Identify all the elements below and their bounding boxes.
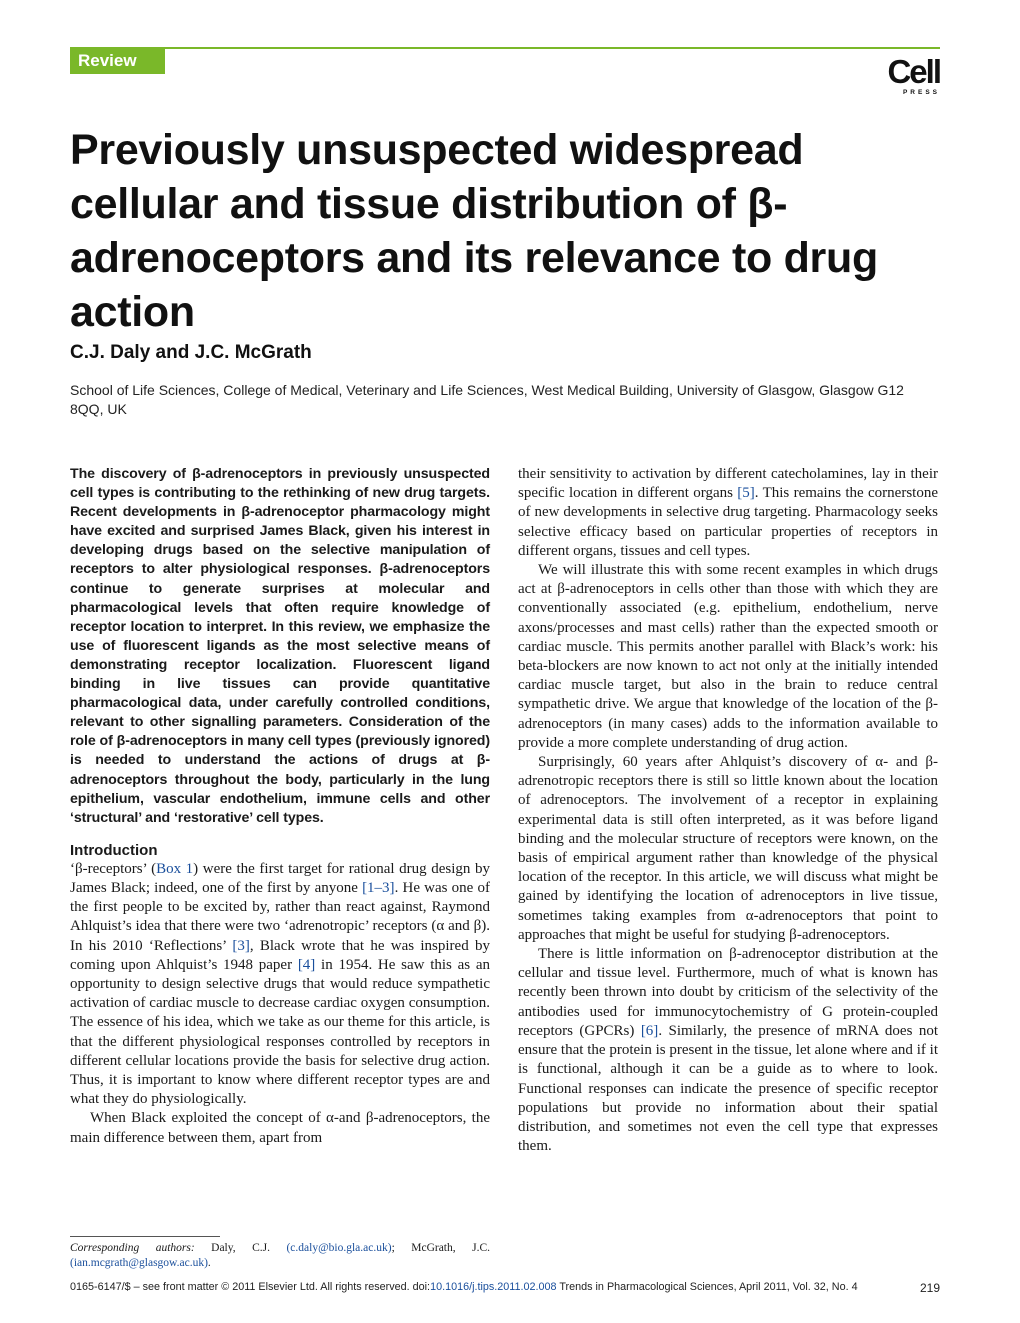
logo-sub-text: PRESS xyxy=(902,89,940,96)
reference-link[interactable]: [4] xyxy=(297,956,316,973)
doi-link[interactable]: 10.1016/j.tips.2011.02.008 xyxy=(430,1281,557,1293)
article-title: Previously unsuspected widespread cellular and tissue distribution of β-adrenoceptors and its relevance to drug action xyxy=(70,126,878,336)
left-column xyxy=(70,465,490,1148)
copyright-line: 0165-6147/$ – see front matter © 2011 Elsevier Ltd. All rights reserved. doi: xyxy=(70,1281,431,1293)
body-paragraph-4: There is little information on β-adrenoceptor distribution at the cellular and tissue level. Furthermore, much of what is known has recently been thrown into doubt by criticism of the selectivity of the antibodies used for immunocytochemistry of G protein-coupled receptors (GPCRs) [6]. Similarly, the presence of mRNA does not ensure that the protein is present in the tissue, let alone where and if it is functional, although it can be a guide as to where to look. Functional responses can indicate the presence of specific receptor populations but provide no information about their spatial distribution, and sometimes not even the cell type that expresses them. xyxy=(518,946,938,1155)
body-paragraph-3: Surprisingly, 60 years after Ahlquist’s discovery of α- and β-adrenotropic receptors there is still so little known about the location of adrenoceptors. The involvement of a receptor in explaining experimental data is still often interpreted, as it was before ligand binding and the molecular structure of receptors were known, on the basis of empirical argument rather than knowledge of the physical location of the receptor. In this article, we will discuss what might be gained by identifying the location of adrenoceptors in live tissue, sometimes taking examples from α-adrenoceptors that point to approaches that might be useful for studying β-adrenoceptors. xyxy=(518,754,938,943)
page-footer xyxy=(70,1281,940,1293)
box-1-link[interactable]: Box 1 xyxy=(156,860,194,877)
intro-paragraph-2: When Black exploited the concept of α-and β-adrenoceptors, the main difference between them, apart from xyxy=(70,1110,490,1146)
email-link-mcgrath[interactable]: (ian.mcgrath@glasgow.ac.uk) xyxy=(70,1257,208,1269)
reference-link[interactable]: [3] xyxy=(232,937,250,954)
abstract: The discovery of β-adrenoceptors in previously unsuspected cell types is contributing to the rethinking of new drug targets. Recent developments in β-adrenoceptor pharmacology might have excited and surprised James Black, given his interest in developing drugs based on the selective manipulation of receptors to alter physiological responses. β-adrenoceptors continue to generate surprises at molecular and pharmacological levels that often require knowledge of receptor location to interpret. In this review, we emphasize the use of fluorescent ligands as the most selective means of demonstrating receptor localization. Fluorescent ligand binding in live tissues can provide quantitative pharmacological data, under carefully controlled conditions, relevant to other signalling parameters. Consideration of the role of β-adrenoceptors in many cell types (previously ignored) is needed to understand the actions of drugs at β-adrenoceptors throughout the body, particularly in the lung epithelium, vascular endothelium, immune cells and other ‘structural’ and ‘restorative’ cell types. xyxy=(70,466,490,826)
section-heading-introduction: Introduction xyxy=(70,841,158,859)
reference-link[interactable]: [1–3] xyxy=(362,879,395,896)
email-link-daly[interactable]: (c.daly@bio.gla.ac.uk) xyxy=(286,1242,392,1254)
reference-link[interactable]: [5] xyxy=(737,485,755,502)
journal-citation: Trends in Pharmacological Sciences, April 2011, Vol. 32, No. 4 xyxy=(556,1281,858,1293)
footnote-label: Corresponding authors: xyxy=(70,1242,195,1254)
footnote-rule xyxy=(70,1236,220,1237)
right-column xyxy=(518,465,938,1156)
page-number: 219 xyxy=(919,1281,940,1295)
corresponding-authors-footnote: Corresponding authors: Daly, C.J. (c.daly@bio.gla.ac.uk); McGrath, J.C. (ian.mcgrath@glasgow.ac.uk). xyxy=(70,1242,490,1269)
review-tag: Review xyxy=(70,48,165,74)
article-authors: C.J. Daly and J.C. McGrath xyxy=(70,342,312,363)
logo-main-text: Cell xyxy=(887,53,940,90)
body-paragraph-2: We will illustrate this with some recent examples in which drugs act at β-adrenoceptors in cells other than those with which they are conventionally associated (e.g. epithelium, endothelium, nerve axons/processes and mast cells) rather than the expected smooth or cardiac muscle. This permits another parallel with Black’s work: his beta-blockers are now known to act not only at the initially intended cardiac muscle target, but also in the brain to reduce central sympathetic drive. We argue that knowledge of the location of the β-adrenoceptors (in many cases) adds to the information available to provide a more complete understanding of drug action. xyxy=(518,562,938,751)
intro-paragraph-1: ‘β-receptors’ (Box 1) were the first target for rational drug design by James Black; indeed, one of the first by anyone [1–3]. He was one of the first people to be excited by, rather than react against, Raymond Ahlquist’s idea that there were two ‘adrenotropic’ receptors (α and β). In his 2010 ‘Reflections’ [3], Black wrote that he was inspired by coming upon Ahlquist’s 1948 paper [4] in 1954. He saw this as an opportunity to design selective drugs that would reduce sympathetic activation of cardiac muscle to decrease cardiac oxygen consumption. The essence of his idea, which we take as our theme for this article, is that the different physiological responses controlled by receptors in different cellular locations provide the basis for selective drug action. Thus, it is important to know where different receptor types are and what they do physiologically. xyxy=(70,860,490,1108)
author-affiliation: School of Life Sciences, College of Medical, Veterinary and Life Sciences, West Medical Building, University of Glasgow, Glasgow G12 8QQ, UK xyxy=(70,382,904,417)
body-paragraph-1: their sensitivity to activation by different catecholamines, lay in their specific location in different organs [5]. This remains the cornerstone of new developments in selective drug targeting. Pharmacology seeks selective efficacy based on particular properties of receptors in different organs, tissues and cell types. xyxy=(518,466,938,559)
reference-link[interactable]: [6] xyxy=(640,1022,659,1039)
header-rule xyxy=(70,47,940,49)
cell-press-logo xyxy=(880,55,940,97)
